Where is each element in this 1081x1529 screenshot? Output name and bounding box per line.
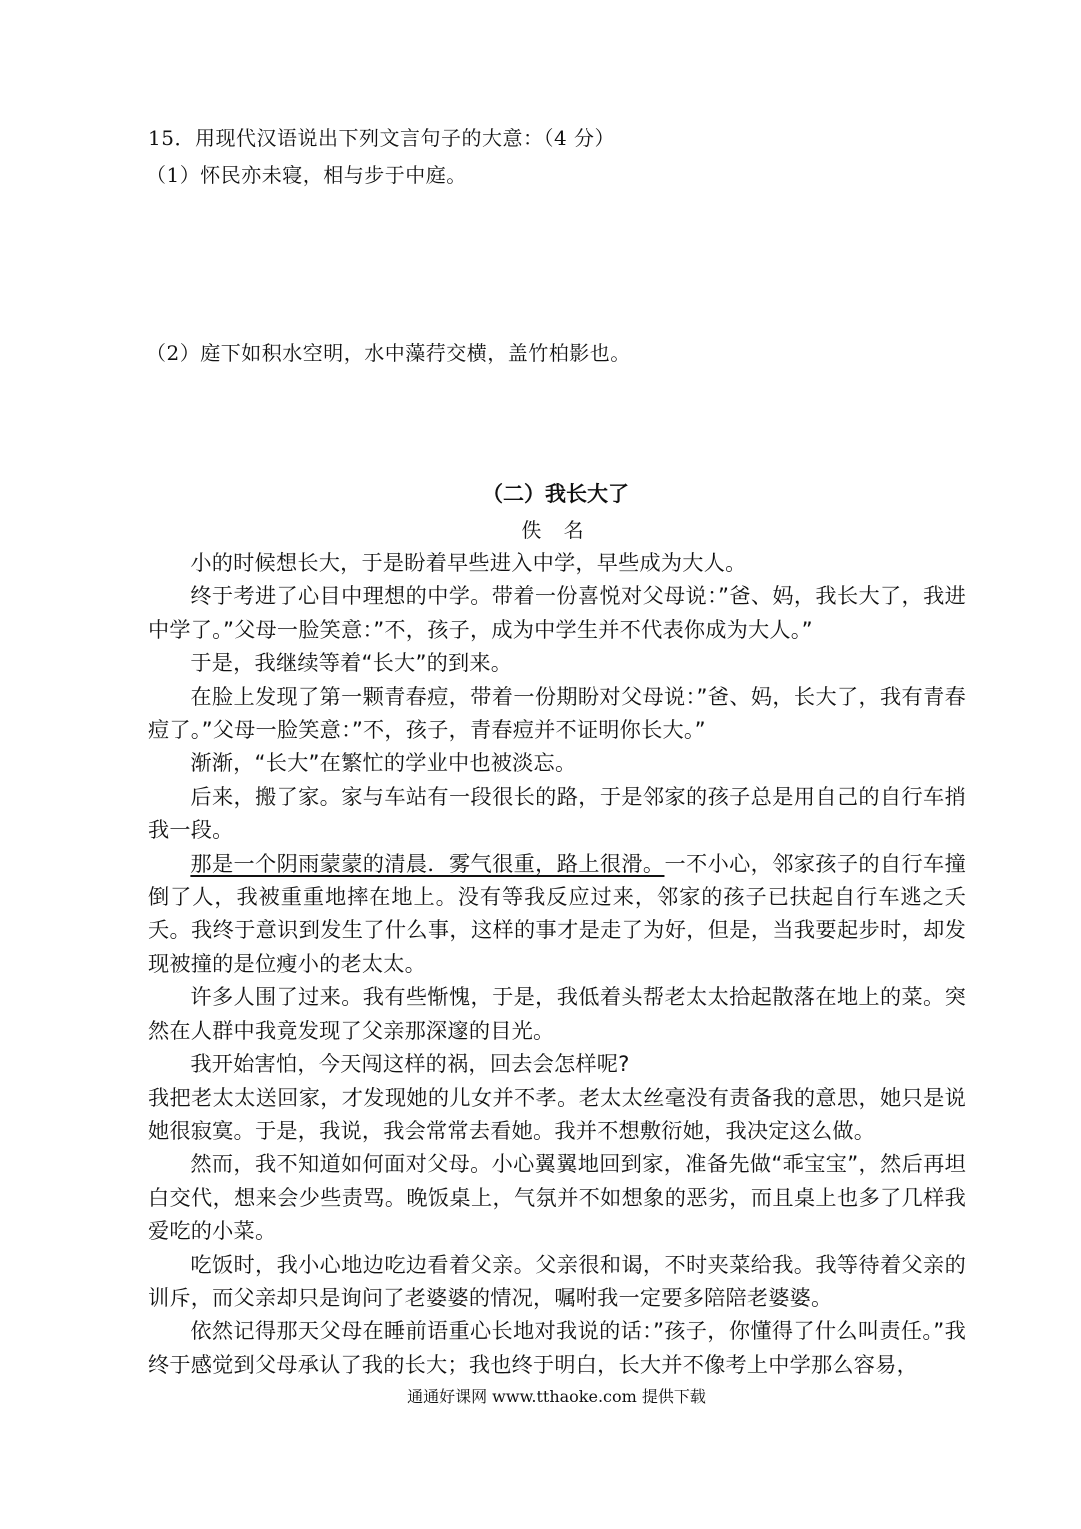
article-title: （二）我长大了 bbox=[482, 482, 629, 506]
article-paragraph: 我把老太太送回家，才发现她的儿女并不孝。老太太丝毫没有责备我的意思，她只是说她很寂寞。于是，我说，我会常常去看她。我并不想敷衍她，我决定这么做。 bbox=[148, 1084, 966, 1143]
article-paragraph-accident bbox=[148, 847, 966, 981]
paragraph-text: 一不小心，邻家孩子的自行车撞倒了人，我被重重地摔在地上。没有等我反应过来，邻家的孩子已扶起自行车逃之夭夭。我终于意识到发生了什么事，这样的事才是走了为好，但是，当我要起步时，却发现被撞的是位瘦小的老太太。 bbox=[148, 850, 966, 976]
article-paragraph: 渐渐，“长大”在繁忙的学业中也被淡忘。 bbox=[190, 750, 577, 776]
article-paragraph: 于是，我继续等着“长大”的到来。 bbox=[190, 650, 513, 676]
article-paragraph: 我开始害怕，今天闯这样的祸，回去会怎样呢? bbox=[190, 1051, 630, 1077]
article-paragraph: 然而，我不知道如何面对父母。小心翼翼地回到家，准备先做“乖宝宝”，然后再坦白交代，想来会少些责骂。晚饭桌上，气氛并不如想象的恶劣，而且桌上也多了几样我爱吃的小菜。 bbox=[148, 1151, 966, 1244]
article-paragraph: 终于考进了心目中理想的中学。带着一份喜悦对父母说：”爸、妈，我长大了，我进中学了。”父母一脸笑意：”不，孩子，成为中学生并不代表你成为大人。” bbox=[148, 583, 966, 642]
article-paragraph: 小的时候想长大，于是盼着早些进入中学，早些成为大人。 bbox=[190, 550, 747, 575]
article-author: 佚 名 bbox=[521, 518, 592, 542]
page-footer: 通通好课网 www.tthaoke.com 提供下载 bbox=[407, 1387, 706, 1406]
article-body bbox=[148, 546, 966, 1381]
question-15-title: 15．用现代汉语说出下列文言句子的大意：（4 分） bbox=[148, 126, 616, 150]
article-paragraph: 吃饭时，我小心地边吃边看着父亲。父亲很和谒，不时夹菜给我。我等待着父亲的训斥，而父亲却只是询问了老婆婆的情况，嘱咐我一定要多陪陪老婆婆。 bbox=[148, 1251, 966, 1310]
underlined-sentence: 那是一个阴雨蒙蒙的清晨．雾气很重，路上很滑。 bbox=[190, 850, 665, 876]
article-paragraph: 在脸上发现了第一颗青春痘，带着一份期盼对父母说：”爸、妈，长大了，我有青春痘了。”父母一脸笑意：”不，孩子，青春痘并不证明你长大。” bbox=[148, 683, 966, 743]
article-paragraph: 许多人围了过来。我有些惭愧，于是，我低着头帮老太太拾起散落在地上的菜。突然在人群中我竟发现了父亲那深邃的目光。 bbox=[148, 984, 966, 1043]
question-15-item-1: （1）怀民亦未寝，相与步于中庭。 bbox=[146, 163, 467, 187]
article-paragraph: 后来，搬了家。家与车站有一段很长的路，于是邻家的孩子总是用自己的自行车捎我一段。 bbox=[148, 783, 966, 843]
article-paragraph: 依然记得那天父母在睡前语重心长地对我说的话：”孩子，你懂得了什么叫责任。”我终于感觉到父母承认了我的长大；我也终于明白，长大并不像考上中学那么容易， bbox=[148, 1318, 966, 1377]
question-15-item-2: （2）庭下如积水空明，水中藻荇交横，盖竹柏影也。 bbox=[146, 341, 631, 365]
